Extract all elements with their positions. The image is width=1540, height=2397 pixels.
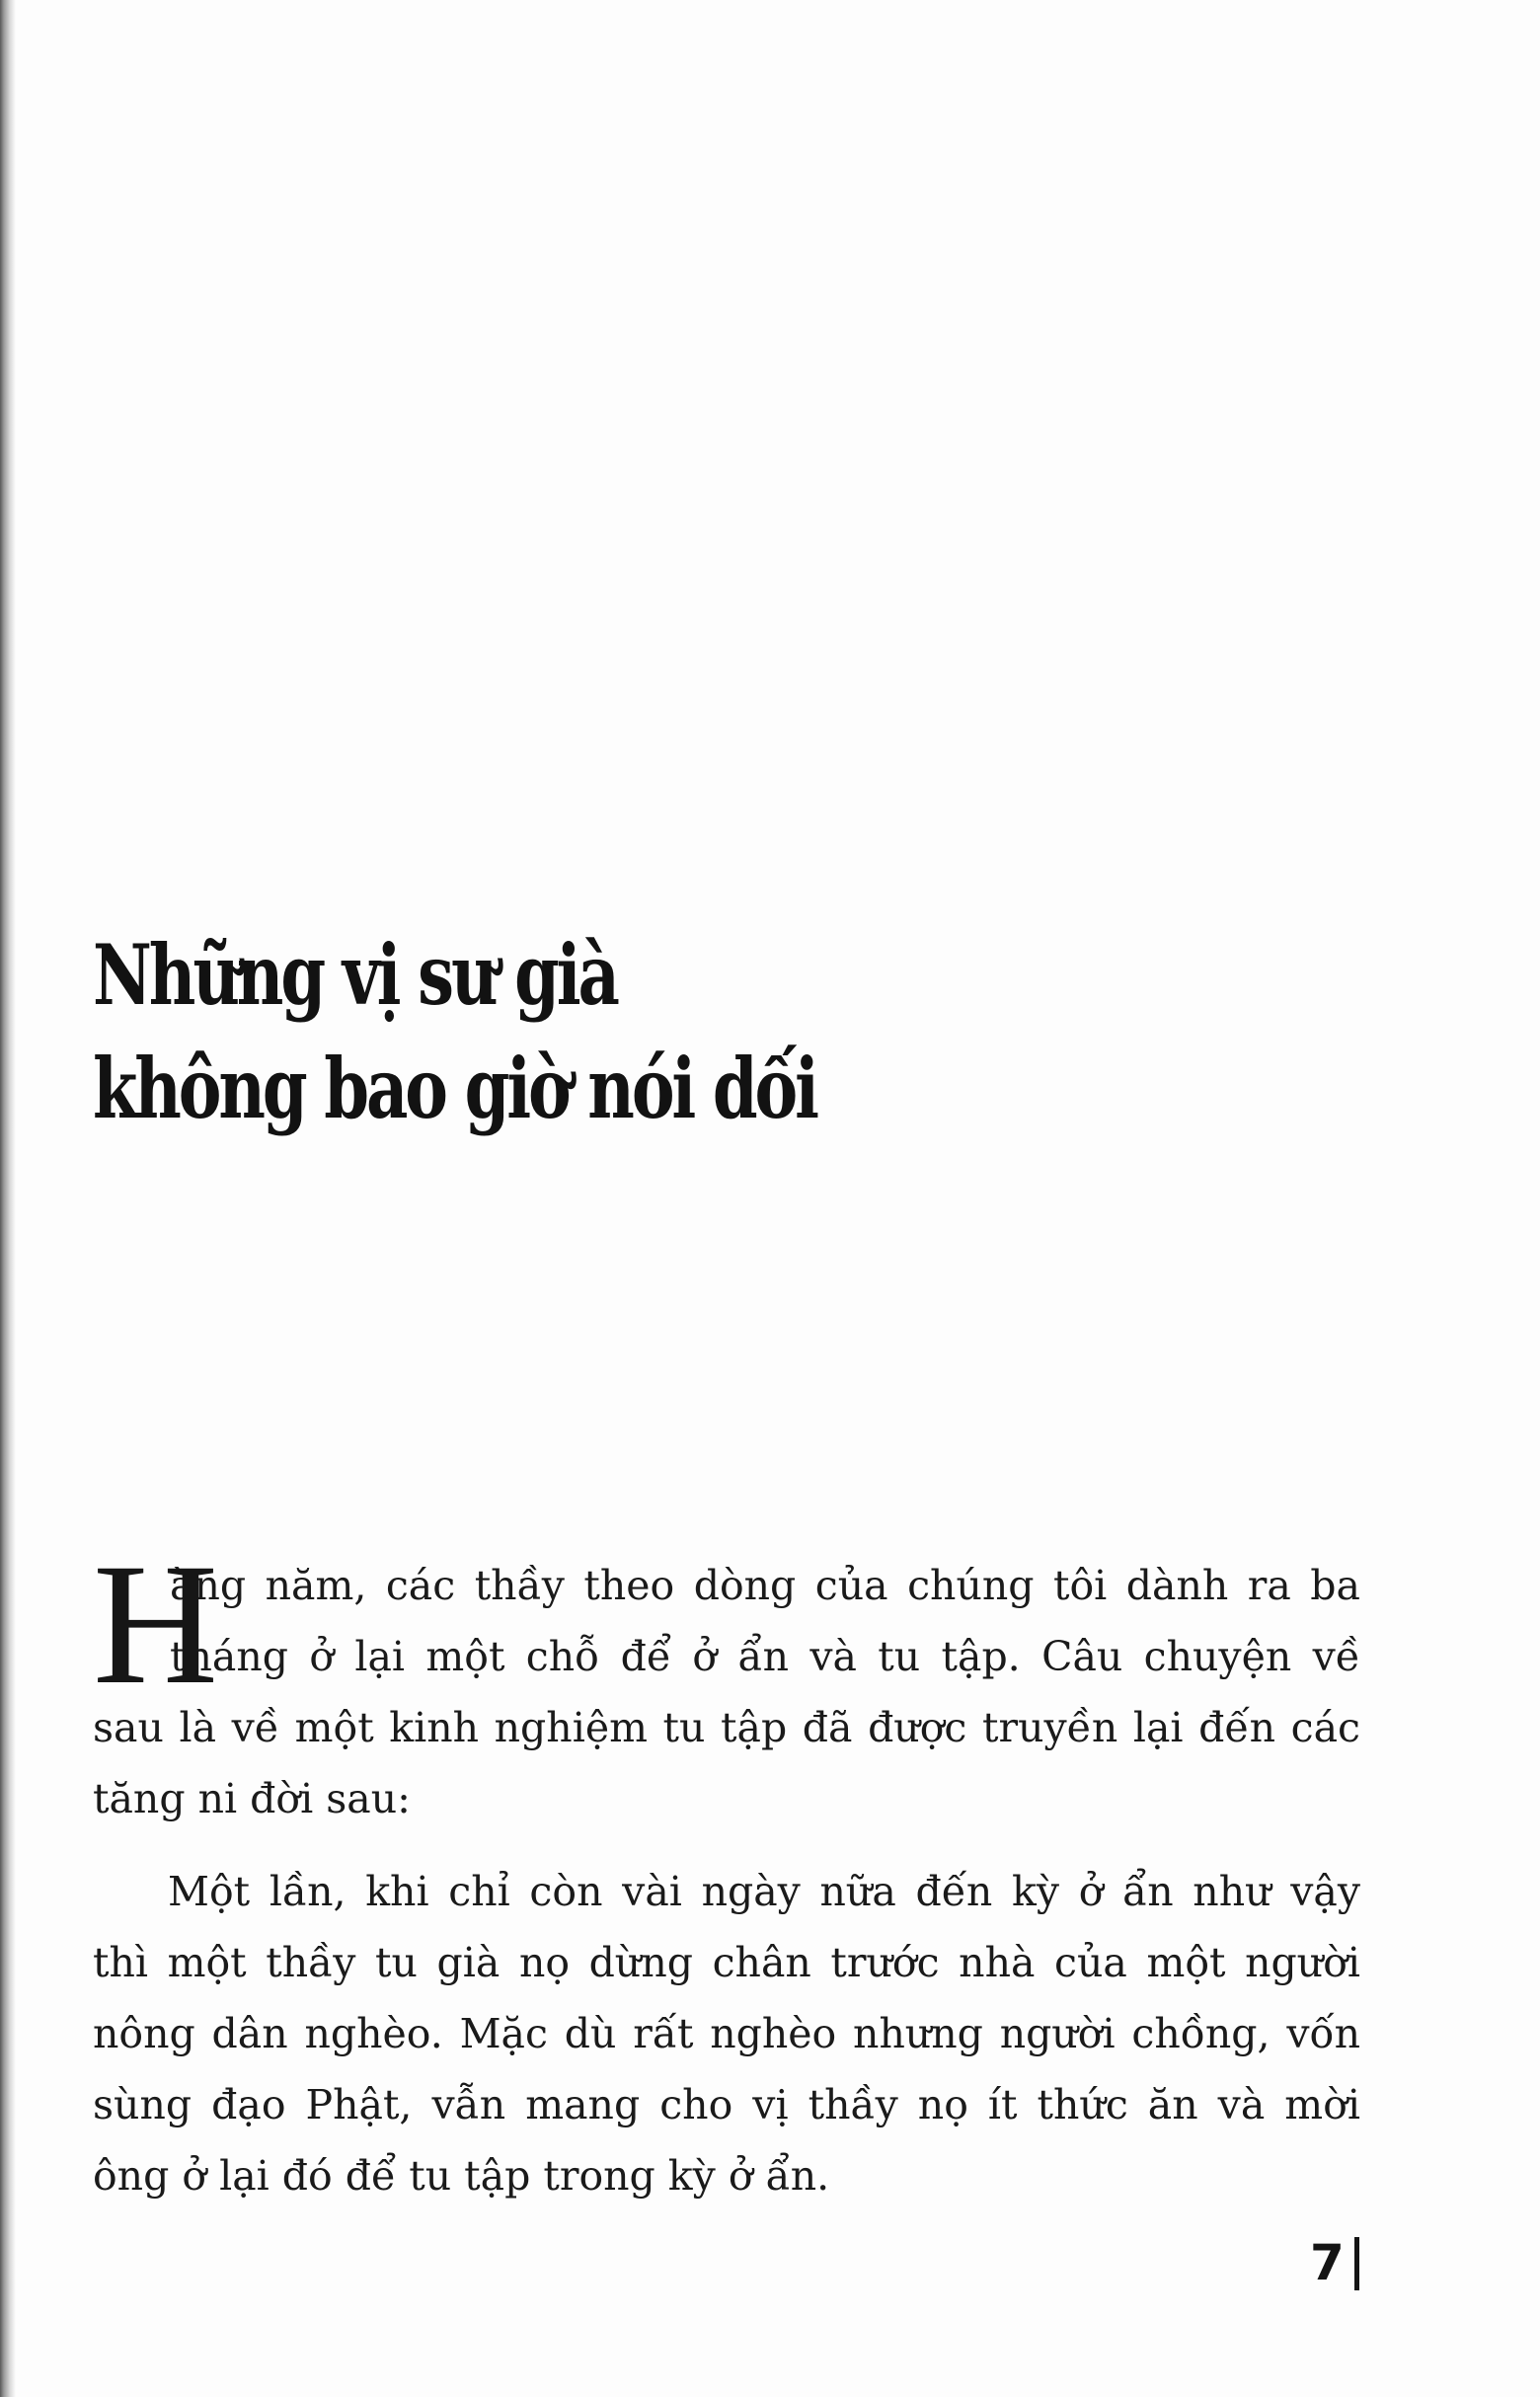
paragraph-2-line-3: nông dân nghèo. Mặc dù rất nghèo nhưng người chồng, vốn: [93, 2010, 1360, 2057]
paragraph-2: [93, 1856, 1360, 2211]
paragraph-1-line-4: tăng ni đời sau:: [93, 1775, 411, 1822]
paragraph-1: [93, 1528, 1360, 1834]
chapter-body: [93, 1528, 1360, 2211]
page-number-rule: [1354, 2237, 1359, 2290]
chapter-title-line-1: Những vị sư già: [93, 926, 617, 1024]
chapter-title-line-2: không bao giờ nói dối: [93, 1040, 816, 1137]
page-binding-edge: [0, 0, 16, 2397]
chapter-title: [93, 918, 1017, 1145]
paragraph-1-line-1: àng năm, các thầy theo dòng của chúng tôi dành ra ba: [170, 1562, 1360, 1609]
paragraph-2-line-5: ông ở lại đó để tu tập trong kỳ ở ẩn.: [93, 2152, 830, 2200]
drop-cap: H: [93, 1528, 219, 1721]
page-number: 7: [1310, 2234, 1345, 2291]
paragraph-1-line-3: sau là về một kinh nghiệm tu tập đã được truyền lại đến các: [93, 1704, 1360, 1751]
paragraph-2-line-2: thì một thầy tu già nọ dừng chân trước nhà của một người: [93, 1939, 1360, 1986]
paragraph-2-line-1: Một lần, khi chỉ còn vài ngày nữa đến kỳ ở ẩn như vậy: [168, 1868, 1360, 1915]
paragraph-1-line-2: tháng ở lại một chỗ để ở ẩn và tu tập. Câu chuyện về: [170, 1633, 1360, 1680]
paragraph-2-line-4: sùng đạo Phật, vẫn mang cho vị thầy nọ ít thức ăn và mời: [93, 2081, 1360, 2128]
